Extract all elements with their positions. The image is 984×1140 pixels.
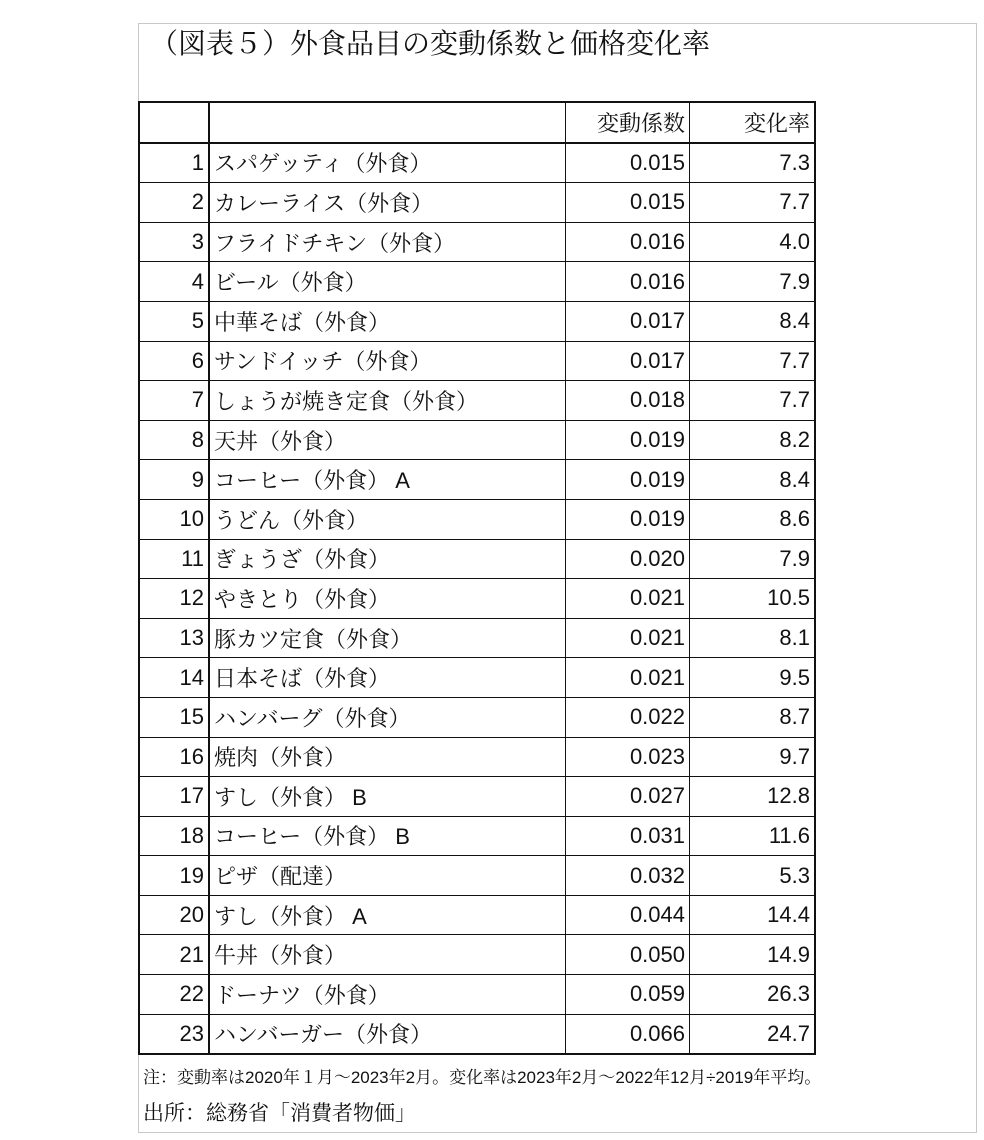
- row-rate: 7.9: [690, 262, 816, 302]
- row-number: 13: [139, 618, 209, 658]
- row-cv: 0.059: [566, 975, 690, 1015]
- row-number: 1: [139, 143, 209, 183]
- table-row: [139, 777, 815, 817]
- row-rate: 14.9: [690, 935, 816, 975]
- row-rate: 8.4: [690, 301, 816, 341]
- row-cv: 0.044: [566, 895, 690, 935]
- row-cv: 0.019: [566, 499, 690, 539]
- header-rate: 変化率: [690, 102, 816, 143]
- row-cv: 0.016: [566, 262, 690, 302]
- row-number: 16: [139, 737, 209, 777]
- row-rate: 7.7: [690, 381, 816, 421]
- header-number: [139, 102, 209, 143]
- row-number: 20: [139, 895, 209, 935]
- row-number: 3: [139, 222, 209, 262]
- table-row: [139, 737, 815, 777]
- row-rate: 4.0: [690, 222, 816, 262]
- table-row: [139, 222, 815, 262]
- row-item: 牛丼（外食）: [209, 935, 566, 975]
- row-number: 18: [139, 816, 209, 856]
- row-item: ピザ（配達）: [209, 856, 566, 896]
- table-row: [139, 183, 815, 223]
- row-item: 焼肉（外食）: [209, 737, 566, 777]
- row-cv: 0.017: [566, 341, 690, 381]
- row-number: 23: [139, 1014, 209, 1054]
- table-row: [139, 658, 815, 698]
- row-cv: 0.021: [566, 658, 690, 698]
- data-table: [138, 101, 816, 1055]
- row-cv: 0.019: [566, 420, 690, 460]
- row-item: フライドチキン（外食）: [209, 222, 566, 262]
- table-row: [139, 1014, 815, 1054]
- row-number: 21: [139, 935, 209, 975]
- row-cv: 0.017: [566, 301, 690, 341]
- table-row: [139, 856, 815, 896]
- row-number: 7: [139, 381, 209, 421]
- table-row: [139, 262, 815, 302]
- row-rate: 7.7: [690, 341, 816, 381]
- table-row: [139, 935, 815, 975]
- row-rate: 24.7: [690, 1014, 816, 1054]
- row-item: ドーナツ（外食）: [209, 975, 566, 1015]
- row-cv: 0.066: [566, 1014, 690, 1054]
- row-cv: 0.020: [566, 539, 690, 579]
- row-item: すし（外食） A: [209, 895, 566, 935]
- row-item: すし（外食） B: [209, 777, 566, 817]
- table-row: [139, 975, 815, 1015]
- row-item: スパゲッティ（外食）: [209, 143, 566, 183]
- row-rate: 8.7: [690, 697, 816, 737]
- row-rate: 26.3: [690, 975, 816, 1015]
- row-item: ビール（外食）: [209, 262, 566, 302]
- row-cv: 0.018: [566, 381, 690, 421]
- row-rate: 7.7: [690, 183, 816, 223]
- row-rate: 10.5: [690, 579, 816, 619]
- row-rate: 9.5: [690, 658, 816, 698]
- row-cv: 0.016: [566, 222, 690, 262]
- row-rate: 11.6: [690, 816, 816, 856]
- row-rate: 12.8: [690, 777, 816, 817]
- row-rate: 8.1: [690, 618, 816, 658]
- header-item: [209, 102, 566, 143]
- row-item: しょうが焼き定食（外食）: [209, 381, 566, 421]
- table-row: [139, 539, 815, 579]
- row-number: 14: [139, 658, 209, 698]
- table-row: [139, 816, 815, 856]
- row-number: 12: [139, 579, 209, 619]
- row-cv: 0.031: [566, 816, 690, 856]
- row-number: 15: [139, 697, 209, 737]
- figure-title: （図表５）外食品目の変動係数と価格変化率: [150, 28, 711, 59]
- row-number: 11: [139, 539, 209, 579]
- row-number: 2: [139, 183, 209, 223]
- row-rate: 8.6: [690, 499, 816, 539]
- row-number: 5: [139, 301, 209, 341]
- table-row: [139, 301, 815, 341]
- table-header-row: [139, 102, 815, 143]
- row-item: コーヒー（外食） B: [209, 816, 566, 856]
- row-cv: 0.022: [566, 697, 690, 737]
- row-cv: 0.019: [566, 460, 690, 500]
- table-row: [139, 579, 815, 619]
- header-cv: 変動係数: [566, 102, 690, 143]
- table-row: [139, 143, 815, 183]
- row-item: 豚カツ定食（外食）: [209, 618, 566, 658]
- row-rate: 7.3: [690, 143, 816, 183]
- row-rate: 14.4: [690, 895, 816, 935]
- row-cv: 0.032: [566, 856, 690, 896]
- row-cv: 0.015: [566, 183, 690, 223]
- row-item: 天丼（外食）: [209, 420, 566, 460]
- row-rate: 8.4: [690, 460, 816, 500]
- row-rate: 9.7: [690, 737, 816, 777]
- row-cv: 0.050: [566, 935, 690, 975]
- row-cv: 0.023: [566, 737, 690, 777]
- row-number: 8: [139, 420, 209, 460]
- row-item: やきとり（外食）: [209, 579, 566, 619]
- row-number: 6: [139, 341, 209, 381]
- table-row: [139, 420, 815, 460]
- row-cv: 0.021: [566, 579, 690, 619]
- row-cv: 0.027: [566, 777, 690, 817]
- row-rate: 5.3: [690, 856, 816, 896]
- footnote: 注：変動率は2020年１月～2023年2月。変化率は2023年2月～2022年12月÷2019年平均。: [143, 1068, 822, 1087]
- row-item: カレーライス（外食）: [209, 183, 566, 223]
- row-item: コーヒー（外食） A: [209, 460, 566, 500]
- row-item: ぎょうざ（外食）: [209, 539, 566, 579]
- table-row: [139, 895, 815, 935]
- row-item: うどん（外食）: [209, 499, 566, 539]
- row-number: 9: [139, 460, 209, 500]
- source-note: 出所：総務省「消費者物価」: [143, 1102, 416, 1125]
- row-rate: 8.2: [690, 420, 816, 460]
- row-item: 中華そば（外食）: [209, 301, 566, 341]
- row-item: 日本そば（外食）: [209, 658, 566, 698]
- row-cv: 0.021: [566, 618, 690, 658]
- row-number: 4: [139, 262, 209, 302]
- table-row: [139, 460, 815, 500]
- row-number: 19: [139, 856, 209, 896]
- table-row: [139, 618, 815, 658]
- row-item: ハンバーグ（外食）: [209, 697, 566, 737]
- row-item: サンドイッチ（外食）: [209, 341, 566, 381]
- row-number: 22: [139, 975, 209, 1015]
- table-row: [139, 697, 815, 737]
- row-number: 17: [139, 777, 209, 817]
- row-item: ハンバーガー（外食）: [209, 1014, 566, 1054]
- table-row: [139, 381, 815, 421]
- table-row: [139, 499, 815, 539]
- row-cv: 0.015: [566, 143, 690, 183]
- row-rate: 7.9: [690, 539, 816, 579]
- row-number: 10: [139, 499, 209, 539]
- table-row: [139, 341, 815, 381]
